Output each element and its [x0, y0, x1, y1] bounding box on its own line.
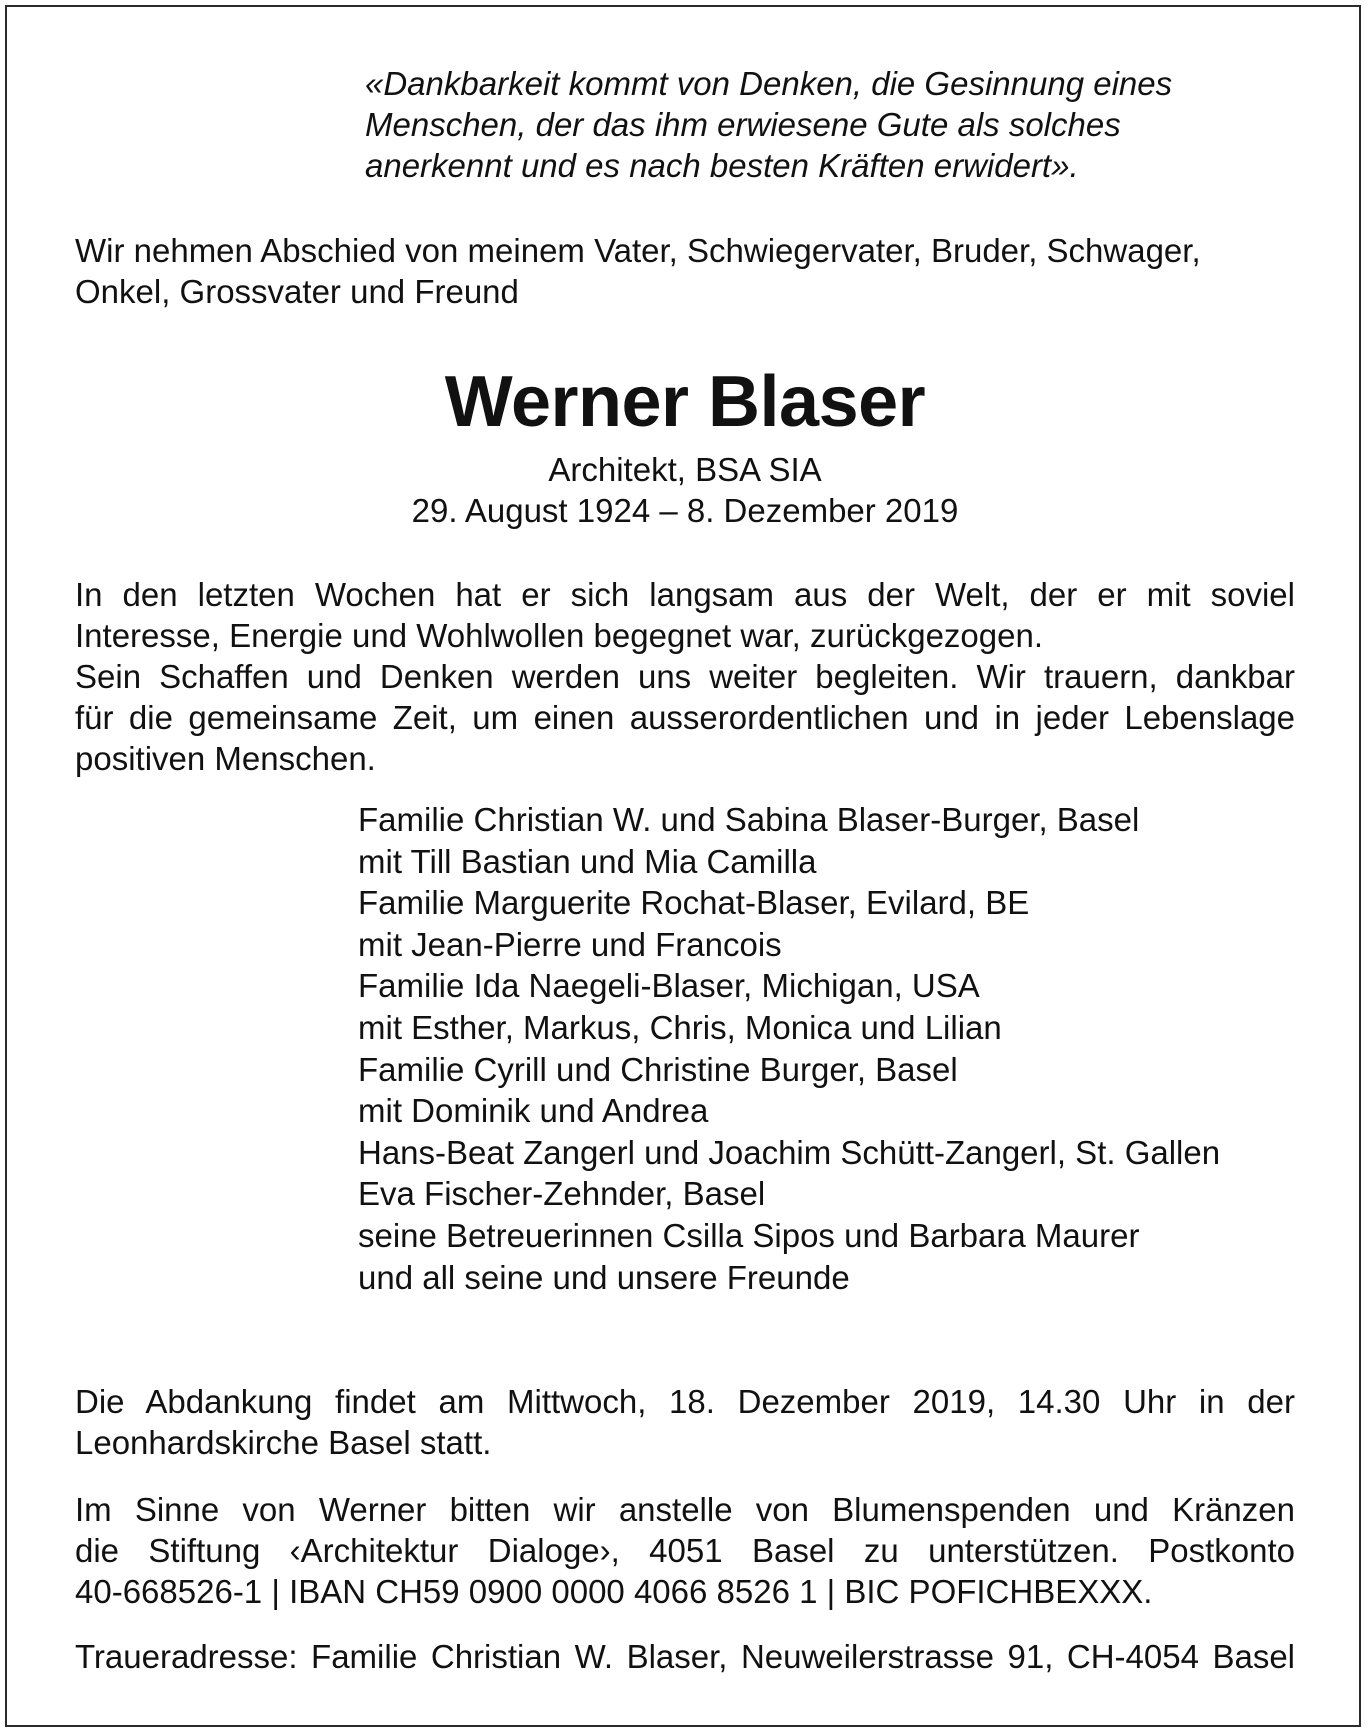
quote-line: anerkennt und es nach besten Kräften erwidert». — [365, 147, 1079, 184]
donation-line: die Stiftung ‹Architektur Dialoge›, 4051 Basel zu unterstützen. Postkonto — [75, 1532, 1295, 1569]
mourner-entry: mit Jean-Pierre und Francois — [358, 925, 782, 963]
address-line: Traueradresse: Familie Christian W. Blaser, Neuweilerstrasse 91, CH-4054 Basel — [75, 1638, 1295, 1675]
farewell-intro — [75, 230, 1295, 312]
intro-line: Wir nehmen Abschied von meinem Vater, Schwiegervater, Bruder, Schwager, — [75, 232, 1201, 269]
mourner-entry: und all seine und unsere Freunde — [358, 1258, 850, 1296]
intro-line: Onkel, Grossvater und Freund — [75, 273, 519, 310]
mourner-entry: Familie Marguerite Rochat-Blaser, Evilard, BE — [358, 884, 1030, 922]
life-dates: 29. August 1924 – 8. Dezember 2019 — [411, 492, 959, 529]
ceremony-line: Die Abdankung findet am Mittwoch, 18. Dezember 2019, 14.30 Uhr in der — [75, 1383, 1295, 1420]
mourner-entry: seine Betreuerinnen Csilla Sipos und Barbara Maurer — [358, 1216, 1140, 1254]
memorial-message — [75, 574, 1295, 779]
deceased-name: Werner Blaser — [444, 362, 926, 442]
mourners-list — [358, 799, 1318, 1298]
quote-line: «Dankbarkeit kommt von Denken, die Gesinnung eines — [365, 65, 1173, 102]
mourner-entry: Familie Cyrill und Christine Burger, Basel — [358, 1050, 958, 1088]
ceremony-line: Leonhardskirche Basel statt. — [75, 1424, 492, 1461]
mourner-entry: mit Till Bastian und Mia Camilla — [358, 842, 817, 880]
ceremony-info — [75, 1381, 1295, 1463]
message-line: Sein Schaffen und Denken werden uns weiter begleiten. Wir trauern, dankbar — [75, 658, 1295, 695]
donation-line: 40-668526-1 | IBAN CH59 0900 0000 4066 8526 1 | BIC POFICHBEXXX. — [75, 1573, 1153, 1610]
message-line: für die gemeinsame Zeit, um einen ausserordentlichen und in jeder Lebenslage — [75, 699, 1295, 736]
mourning-address — [75, 1636, 1295, 1677]
quote-line: Menschen, der das ihm erwiesene Gute als solches — [365, 106, 1121, 143]
donation-request — [75, 1489, 1295, 1612]
deceased-profession: Architekt, BSA SIA — [548, 451, 822, 488]
mourner-entry: Eva Fischer-Zehnder, Basel — [358, 1175, 766, 1213]
mourner-entry: Familie Christian W. und Sabina Blaser-Burger, Basel — [358, 801, 1140, 838]
mourner-entry: mit Dominik und Andrea — [358, 1092, 709, 1130]
mourner-entry: Hans-Beat Zangerl und Joachim Schütt-Zangerl, St. Gallen — [358, 1133, 1221, 1171]
message-line: In den letzten Wochen hat er sich langsam aus der Welt, der er mit soviel — [75, 576, 1295, 613]
message-line: Interesse, Energie und Wohlwollen begegnet war, zurückgezogen. — [75, 617, 1044, 654]
mourner-entry: Familie Ida Naegeli-Blaser, Michigan, USA — [358, 967, 980, 1005]
opening-quote — [365, 63, 1295, 186]
message-line: positiven Menschen. — [75, 740, 376, 777]
donation-line: Im Sinne von Werner bitten wir anstelle von Blumenspenden und Kränzen — [75, 1491, 1295, 1528]
mourner-entry: mit Esther, Markus, Chris, Monica und Lilian — [358, 1008, 1002, 1046]
